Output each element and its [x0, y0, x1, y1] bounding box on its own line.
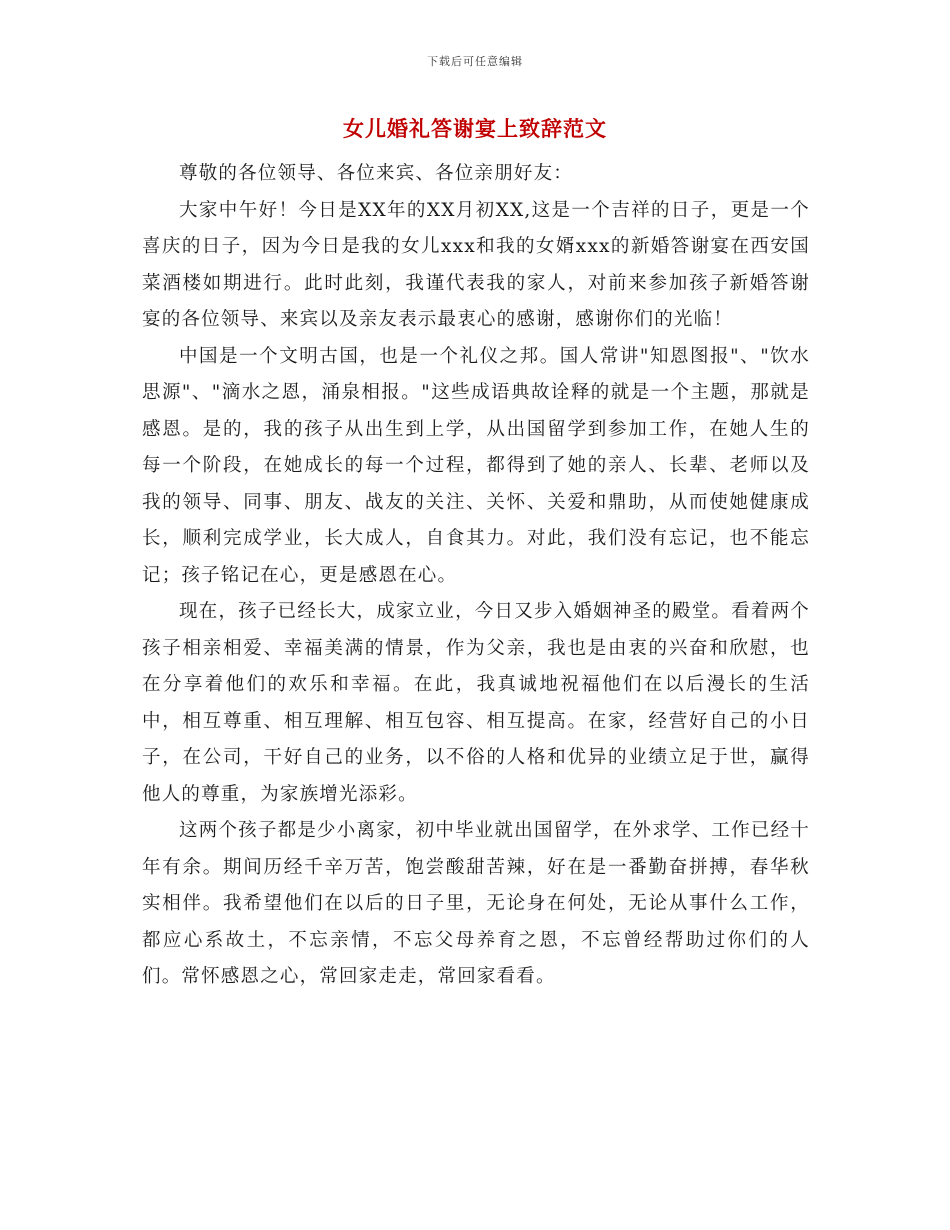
body-paragraph: 这两个孩子都是少小离家，初中毕业就出国留学，在外求学、工作已经十年有余。期间历经千辛万苦，饱尝酸甜苦辣，好在是一番勤奋拼搏，春华秋实相伴。我希望他们在以后的日子里，无论身在何处，无论从事什么工作，都应心系故土，不忘亲情，不忘父母养育之恩，不忘曾经帮助过你们的人们。常怀感恩之心，常回家走走，常回家看看。: [142, 820, 810, 987]
body-paragraph: 中国是一个文明古国，也是一个礼仪之邦。国人常讲"知恩图报"、"饮水思源"、"滴水之恩，涌泉相报。"这些成语典故诠释的就是一个主题，那就是感恩。是的，我的孩子从出生到上学，从出国留学到参加工作，在她人生的每一个阶段，在她成长的每一个过程，都得到了她的亲人、长辈、老师以及我的领导、同事、朋友、战友的关注、关怀、关爱和鼎助，从而使她健康成长，顺利完成学业，长大成人，自食其力。对此，我们没有忘记，也不能忘记；孩子铭记在心，更是感恩在心。: [142, 345, 810, 586]
header-note: 下载后可任意编辑: [427, 55, 523, 68]
body-paragraph: 大家中午好！今日是XX年的XX月初XX,这是一个吉祥的日子，更是一个喜庆的日子，因为今日是我的女儿xxx和我的女婿xxx的新婚答谢宴在西安国菜酒楼如期进行。此时此刻，我谨代表我的家人，对前来参加孩子新婚答谢宴的各位领导、来宾以及亲友表示最衷心的感谢，感谢你们的光临！: [142, 199, 810, 330]
document-body: [142, 156, 810, 996]
salutation-paragraph: 尊敬的各位领导、各位来宾、各位亲朋好友：: [179, 163, 574, 184]
body-paragraph: 现在，孩子已经长大，成家立业，今日又步入婚姻神圣的殿堂。看着两个孩子相亲相爱、幸福美满的情景，作为父亲，我也是由衷的兴奋和欣慰，也在分享着他们的欢乐和幸福。在此，我真诚地祝福他们在以后漫长的生活中，相互尊重、相互理解、相互包容、相互提高。在家，经营好自己的小日子，在公司，干好自己的业务，以不俗的人格和优异的业绩立足于世，赢得他人的尊重，为家族增光添彩。: [142, 601, 810, 805]
document-title: 女儿婚礼答谢宴上致辞范文: [343, 116, 607, 141]
